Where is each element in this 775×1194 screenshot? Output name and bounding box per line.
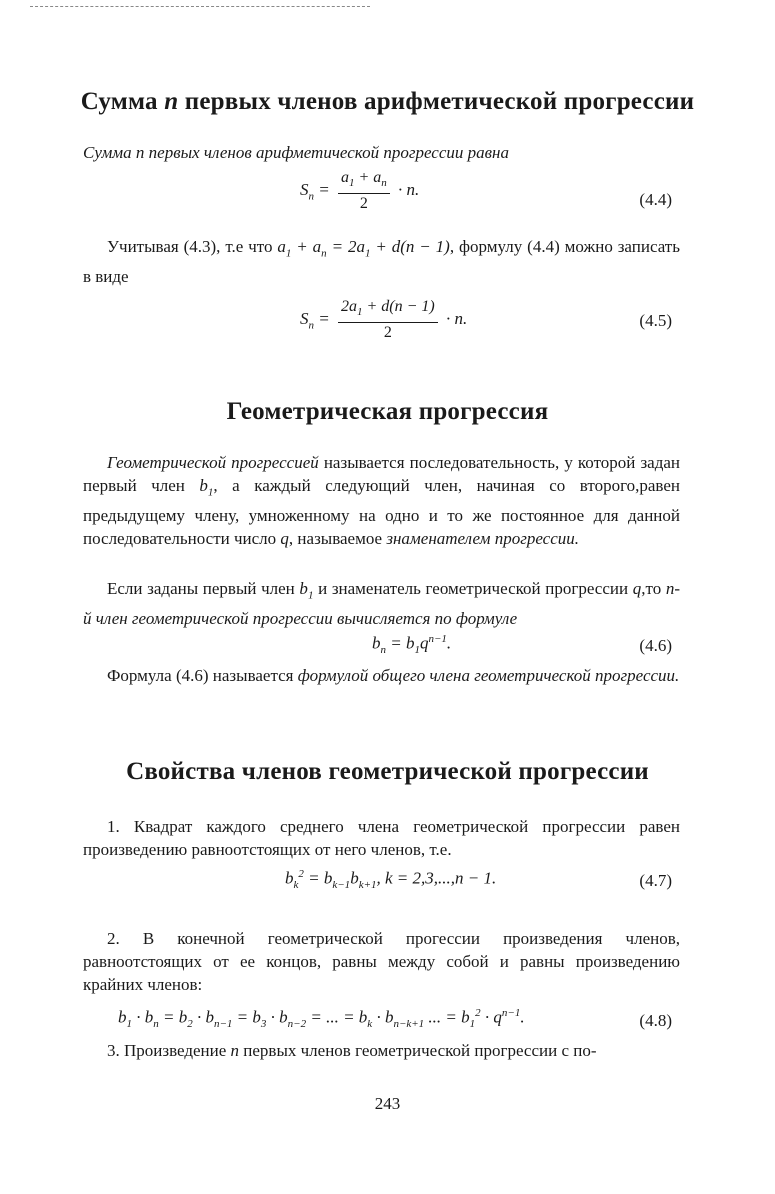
formula-4-4: $S_n$ = $\frac{a_1 + a_n}{2}$ · n. [300,169,420,213]
formula-4-8: $b_1 \cdot b_n = b_2 \cdot b_{n-1} = b_3 \cdot b_{n-2}$ = ... = $b_k \cdot b_{n-k+1}$ ... = $b_1^2 \cdot q^{n-1}$. [118,1007,525,1031]
section-heading-geometric: Геометрическая прогрессия [226,398,549,425]
formula-name-paragraph: Формула (4.6) называется формулой общего члена геометрической прогрессии. [107,666,680,685]
section-heading-properties: Свойства членов геометрической прогрессии [126,758,649,785]
scan-artifact-line [30,6,370,7]
formula-4-6: $b_n = b_1q^{n-1}$. [372,633,452,657]
equation-number-4-4: (4.4) [639,190,672,209]
considering-paragraph: Учитывая (4.3), т.е что $a_1 + a_n = 2a_1 + d(n - 1)$, формулу (4.4) можно записать в виде [83,237,680,287]
equation-number-4-5: (4.5) [639,311,672,330]
formula-4-5: $S_n$ = $\frac{2a_1 + d(n - 1)}{2}$ · n. [300,298,468,342]
page-number: 243 [374,1094,401,1113]
geometric-definition-paragraph: Геометрической прогрессией называется последовательность, у которой задан первый член $b_1$, а каждый следующий член, начиная со второго,равен предыдущему члену, умноженному на одно и то же постоянное для данной последовательности число q, называемое знаменателем прогрессии. [83,453,681,549]
section-heading-arithmetic-sum: Сумма n первых членов арифметической прогрессии [80,88,695,115]
equation-number-4-8: (4.8) [639,1011,672,1030]
property-3-paragraph: 3. Произведение n первых членов геометрической прогрессии с по- [107,1041,597,1060]
property-2-paragraph: 2. В конечной геометрической прогессии произведения членов, равноотстоящих от ее концов, равны между собой и равны произведению крайних членов: [83,929,680,994]
equation-number-4-7: (4.7) [639,871,672,890]
equation-number-4-6: (4.6) [639,636,672,655]
sum-definition-text: Сумма n первых членов арифметической прогрессии равна [83,143,509,162]
formula-4-7: $b_k^2 = b_{k-1}b_{k+1}$, k = 2,3,...,n − 1. [285,868,497,892]
nth-term-paragraph: Если заданы первый член $b_1$ и знаменатель геометрической прогрессии q,то n-й член геометрической прогрессии вычисляется по формуле [83,579,681,629]
property-1-paragraph: 1. Квадрат каждого среднего члена геометрической прогрессии равен произведению равноотстоящих от него членов, т.е. [83,817,680,859]
